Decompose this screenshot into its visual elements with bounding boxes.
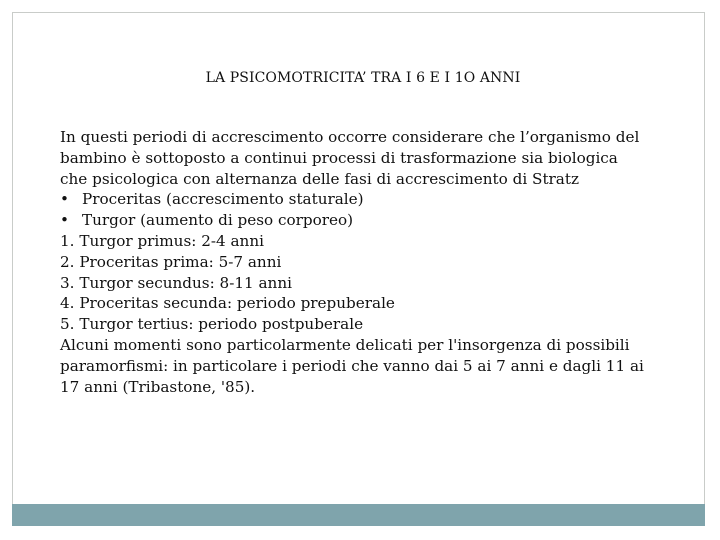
closing-line: 17 anni (Tribastone, '85). xyxy=(60,377,256,396)
bullet-dot-icon: • xyxy=(60,211,69,230)
closing-line: Alcuni momenti sono particolarmente delicati per l'insorgenza di possibili xyxy=(60,335,630,354)
footer-bar xyxy=(12,504,705,526)
bullet-item xyxy=(60,189,680,210)
numbered-item: 3. Turgor secundus: 8-11 anni xyxy=(60,273,292,292)
intro-line: bambino è sottoposto a continui processi di trasformazione sia biologica xyxy=(60,148,618,167)
intro-line: che psicologica con alternanza delle fasi di accrescimento di Stratz xyxy=(60,169,579,188)
intro-line: In questi periodi di accrescimento occorre considerare che l’organismo del xyxy=(60,128,640,146)
closing-line: paramorfismi: in particolare i periodi che vanno dai 5 ai 7 anni e dagli 11 ai xyxy=(60,356,644,375)
slide-body xyxy=(60,127,680,397)
slide-title: LA PSICOMOTRICITA’ TRA I 6 E I 1O ANNI xyxy=(205,70,521,86)
bullet-dot-icon: • xyxy=(60,190,69,209)
bullet-text: Turgor (aumento di peso corporeo) xyxy=(82,211,354,230)
numbered-item: 4. Proceritas secunda: periodo prepuberale xyxy=(60,294,395,313)
numbered-item: 2. Proceritas prima: 5-7 anni xyxy=(60,252,282,271)
numbered-item: 5. Turgor tertius: periodo postpuberale xyxy=(60,315,364,334)
numbered-item: 1. Turgor primus: 2-4 anni xyxy=(60,231,264,250)
bullet-text: Proceritas (accrescimento staturale) xyxy=(82,190,364,209)
bullet-item xyxy=(60,210,680,231)
